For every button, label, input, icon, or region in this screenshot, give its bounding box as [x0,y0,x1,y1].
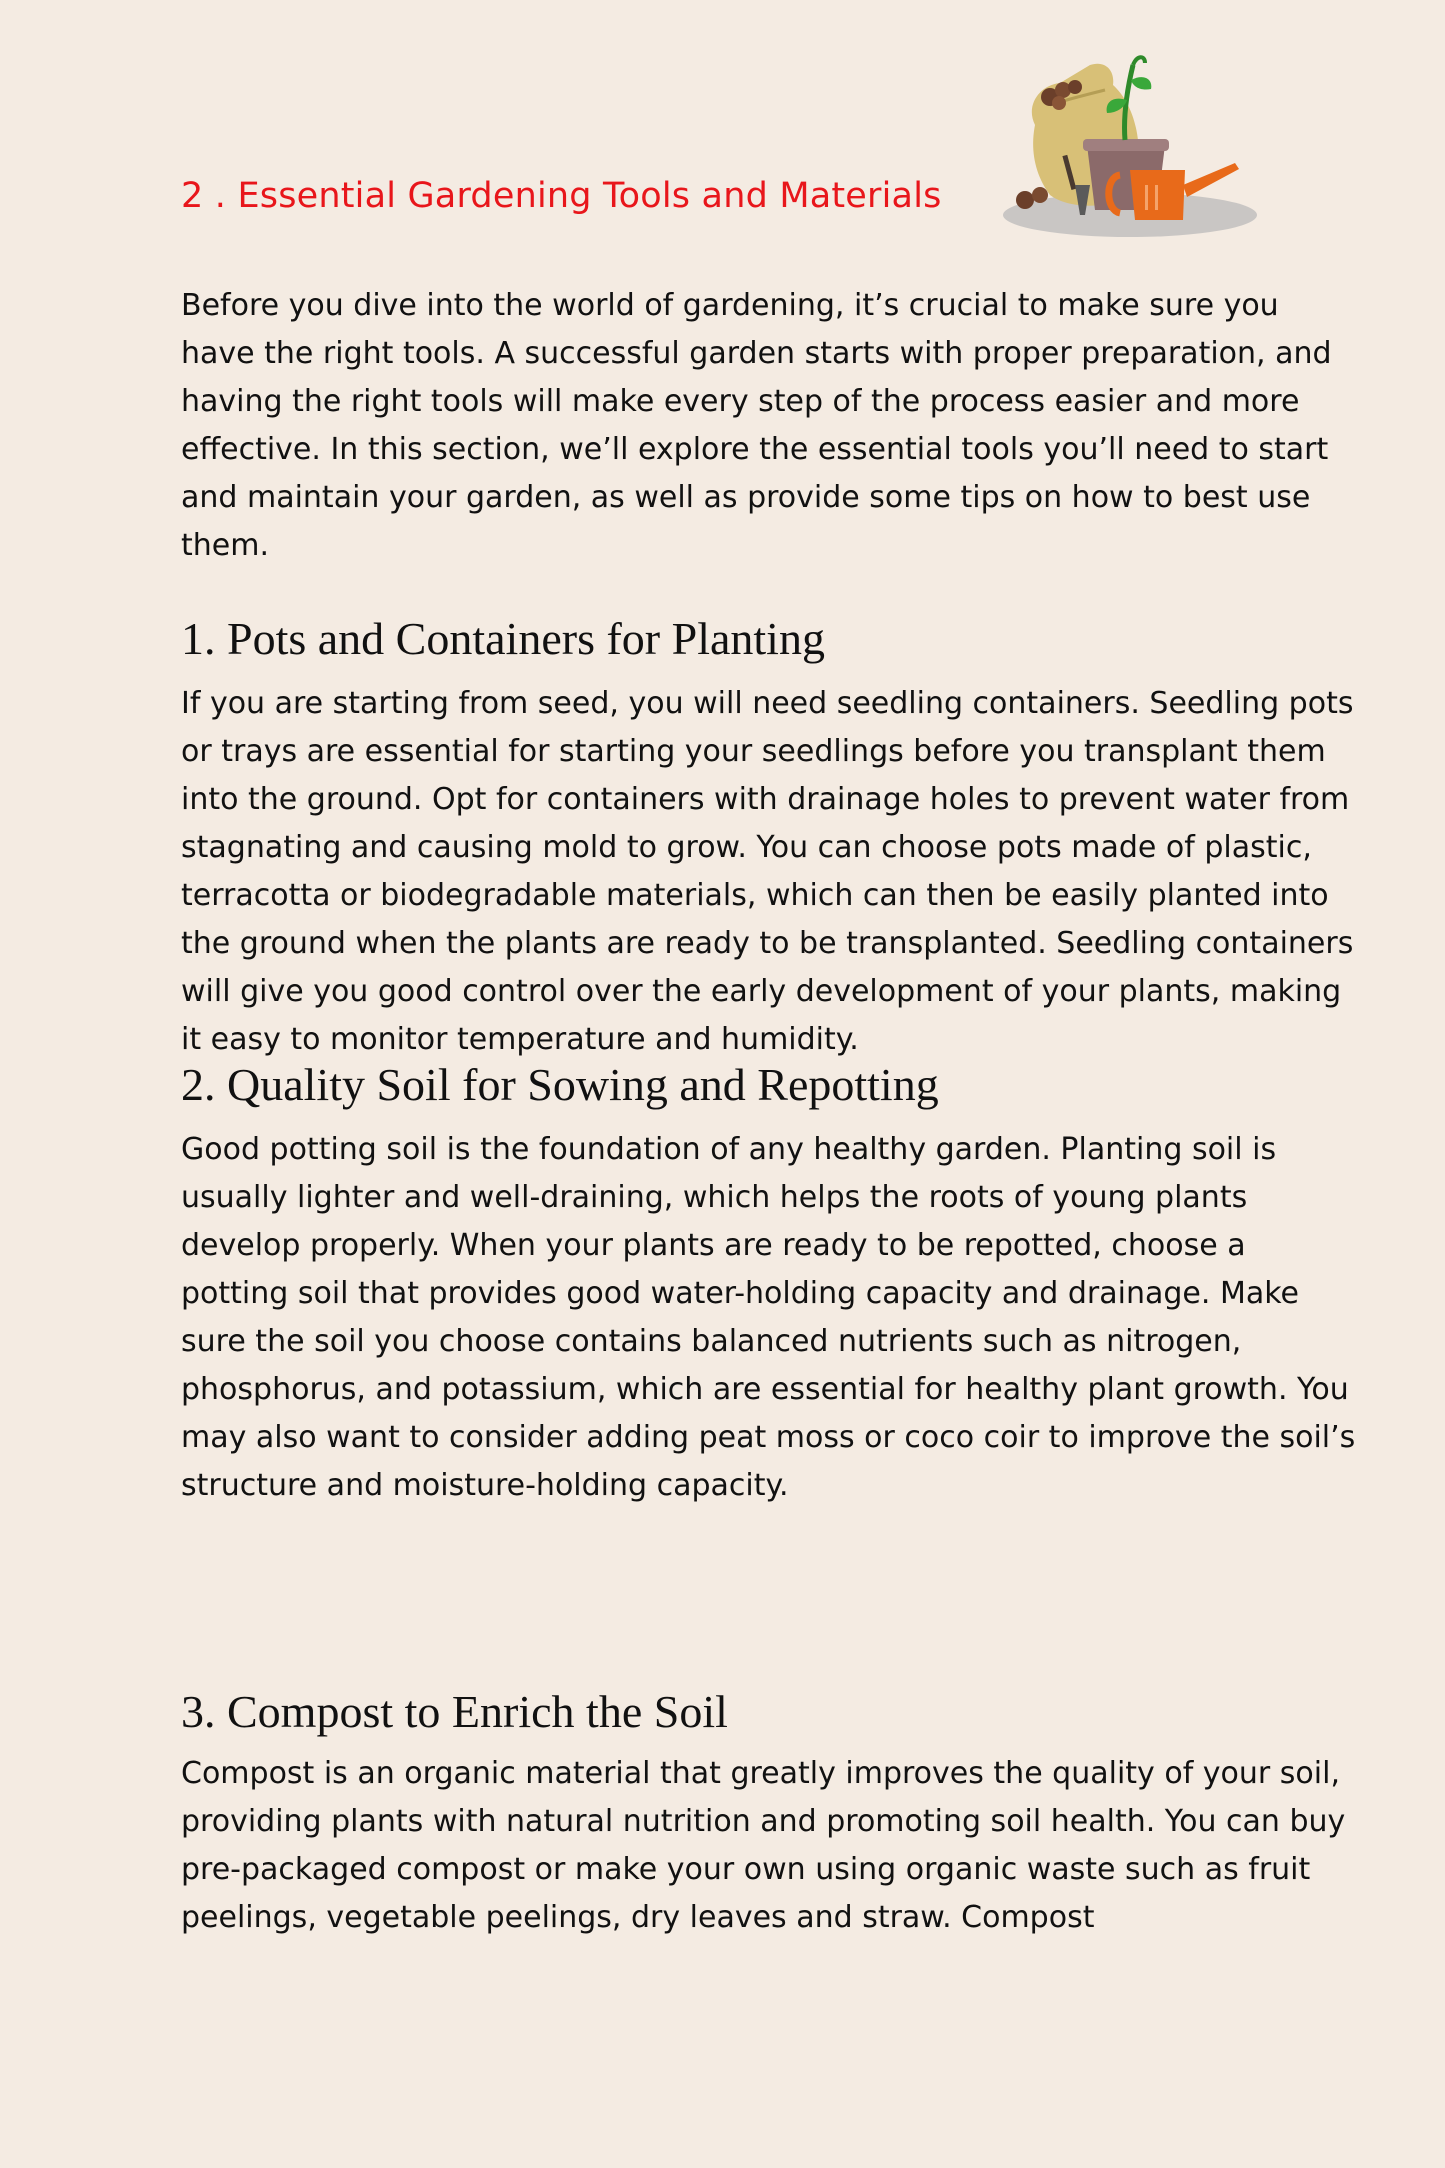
chapter-title: 2 . Essential Gardening Tools and Materials [181,176,942,216]
intro-paragraph: Before you dive into the world of gardening, it’s crucial to make sure you have the right tools. A successful garden starts with proper preparation, and having the right tools will make every step of the process easier and more effective. In this section, we’ll explore the essential tools you’ll need to start and maintain your garden, as well as provide some tips on how to best use them. [181,288,1332,563]
section-body-pots: If you are starting from seed, you will need seedling containers. Seedling pots or trays are essential for starting your seedlings before you transplant them into the ground. Opt for containers with drainage holes to prevent water from stagnating and causing mold to grow. You can choose pots made of plastic, terracotta or biodegradable materials, which can then be easily planted into the ground when the plants are ready to be transplanted. Seedling containers will give you good control over the early development of your plants, making it easy to monitor temperature and humidity. [181,686,1354,1057]
gardening-supplies-illustration-icon [995,45,1260,245]
section-body-soil: Good potting soil is the foundation of any healthy garden. Planting soil is usually lighter and well-draining, which helps the roots of young plants develop properly. When your plants are ready to be repotted, choose a potting soil that provides good water-holding capacity and drainage. Make sure the soil you choose contains balanced nutrients such as nitrogen, phosphorus, and potassium, which are essential for healthy plant growth. You may also want to consider adding peat moss or coco coir to improve the soil’s structure and moisture-holding capacity. [181,1132,1356,1503]
section-heading-pots: 1. Pots and Containers for Planting [181,613,825,664]
section-body-compost: Compost is an organic material that greatly improves the quality of your soil, providing plants with natural nutrition and promoting soil health. You can buy pre-packaged compost or make your own using organic waste such as fruit peelings, vegetable peelings, dry leaves and straw. Compost [181,1756,1346,1935]
section-heading-soil: 2. Quality Soil for Sowing and Repotting [181,1059,939,1110]
section-heading-compost: 3. Compost to Enrich the Soil [181,1686,728,1737]
